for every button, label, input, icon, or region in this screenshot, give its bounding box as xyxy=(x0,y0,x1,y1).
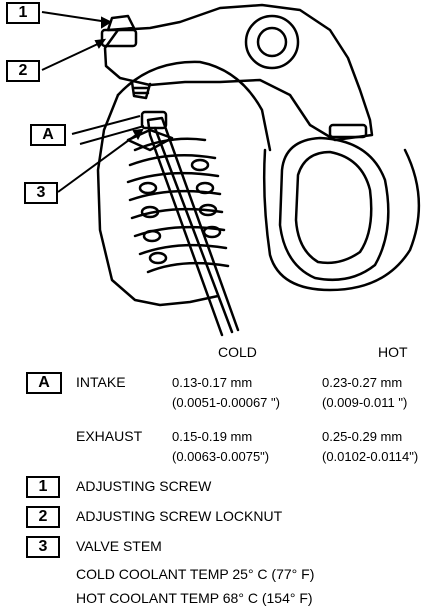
intake-label: INTAKE xyxy=(76,374,126,390)
intake-key-box: A xyxy=(26,372,62,394)
rocker-shaft xyxy=(246,16,298,68)
exhaust-cold-in: (0.0063-0.0075") xyxy=(172,449,270,464)
legend-key-2: 2 xyxy=(26,506,60,528)
leader-a xyxy=(72,116,140,134)
callout-3: 3 xyxy=(24,182,58,204)
callout-a: A xyxy=(30,124,66,146)
hot-coolant-note: HOT COOLANT TEMP 68° C (154° F) xyxy=(76,590,313,606)
legend-key-3: 3 xyxy=(26,536,60,558)
legend-label-1: ADJUSTING SCREW xyxy=(76,478,212,494)
exhaust-cold-mm: 0.15-0.19 mm xyxy=(172,429,253,444)
column-header-hot: HOT xyxy=(378,344,408,360)
intake-cold-mm: 0.13-0.17 mm xyxy=(172,375,253,390)
column-header-cold: COLD xyxy=(218,344,257,360)
legend-label-2: ADJUSTING SCREW LOCKNUT xyxy=(76,508,283,524)
legend-key-1: 1 xyxy=(26,476,60,498)
exhaust-hot-in: (0.0102-0.0114") xyxy=(322,449,419,464)
cold-coolant-note: COLD COOLANT TEMP 25° C (77° F) xyxy=(76,566,315,582)
intake-cold-in: (0.0051-0.00067 ") xyxy=(172,395,280,410)
intake-hot-mm: 0.23-0.27 mm xyxy=(322,375,403,390)
adjusting-screw xyxy=(108,16,134,30)
exhaust-hot-mm: 0.25-0.29 mm xyxy=(322,429,403,444)
callout-2: 2 xyxy=(6,60,40,82)
leader-2 xyxy=(42,42,102,70)
legend-label-3: VALVE STEM xyxy=(76,538,162,554)
exhaust-label: EXHAUST xyxy=(76,428,143,444)
leader-1 xyxy=(42,12,108,22)
intake-hot-in: (0.009-0.011 ") xyxy=(322,395,408,410)
callout-1: 1 xyxy=(6,2,40,24)
